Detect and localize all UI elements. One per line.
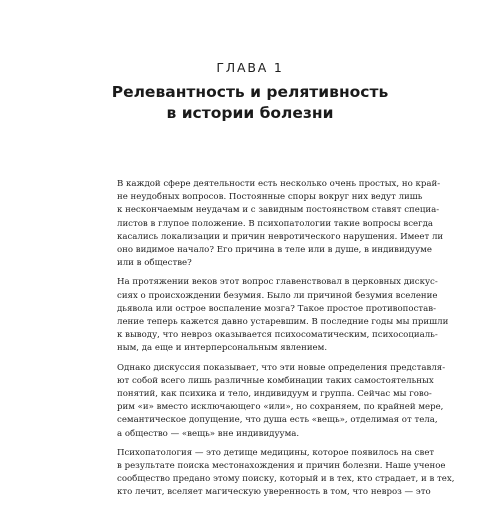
text-line: к выводу, что невроз оказывается психосоматическим, психосоциаль- — [117, 330, 438, 341]
text-line: в результате поиска местонахождения и причин болезни. Наше ученое — [117, 461, 446, 472]
text-line: а общество — «вещь» вне индивидуума. — [117, 428, 300, 439]
text-line: оно видимое начало? Его причина в теле или в душе, в индивидууме — [117, 245, 432, 256]
chapter-label: ГЛАВА 1 — [216, 60, 284, 75]
chapter-title-line: в истории болезни — [166, 104, 334, 122]
text-line: Однако дискуссия показывает, что эти новые определения представля- — [117, 362, 446, 373]
body-text — [117, 178, 455, 506]
text-line: касались локализации и причин невротического нарушения. Имеет ли — [117, 231, 444, 242]
text-line: понятий, как психика и тело, индивидуум и группа. Сейчас мы гово- — [117, 389, 432, 400]
text-line: не неудобных вопросов. Постоянные споры вокруг них ведут лишь — [117, 192, 423, 203]
text-line: На протяжении веков этот вопрос главенствовал в церковных дискус- — [117, 277, 438, 288]
text-line: семантическое допущение, что душа есть «вещь», отделимая от тела, — [117, 415, 438, 426]
paragraph — [117, 178, 444, 270]
text-line: к нескончаемым неудачам и с завидным постоянством ставят специа- — [117, 205, 440, 216]
text-line: Психопатология — это детище медицины, которое появилось на свет — [117, 447, 435, 458]
text-line: листов в глупое положение. В психопатологии такие вопросы всегда — [117, 218, 434, 229]
paragraph — [117, 447, 455, 500]
paragraph — [117, 362, 446, 441]
paragraph — [117, 276, 449, 355]
chapter-title — [0, 82, 500, 124]
text-line: сообщество предано этому поиску, который и в тех, кто страдает, и в тех, — [117, 474, 455, 485]
text-line: В каждой сфере деятельности есть несколько очень простых, но край- — [117, 179, 441, 189]
text-line: или в обществе? — [117, 258, 192, 269]
text-line: ление теперь кажется давно устаревшим. В последние годы мы пришли — [117, 317, 449, 328]
text-line: сиях о происхождении безумия. Было ли причиной безумия вселение — [117, 290, 438, 301]
text-line: кто лечит, вселяет магическую уверенность в том, что невроз — это — [117, 487, 431, 498]
chapter-title-line: Релевантность и релятивность — [111, 83, 389, 101]
text-line: рим «и» вместо исключающего «или», но сохраняем, по крайней мере, — [117, 402, 444, 413]
text-line: ют собой всего лишь различные комбинации таких самостоятельных — [117, 375, 434, 386]
text-line: дьявола или острое воспаление мозга? Такое простое противопостав- — [117, 303, 437, 314]
text-line: ным, да еще и интерперсональным явлением. — [117, 343, 328, 354]
